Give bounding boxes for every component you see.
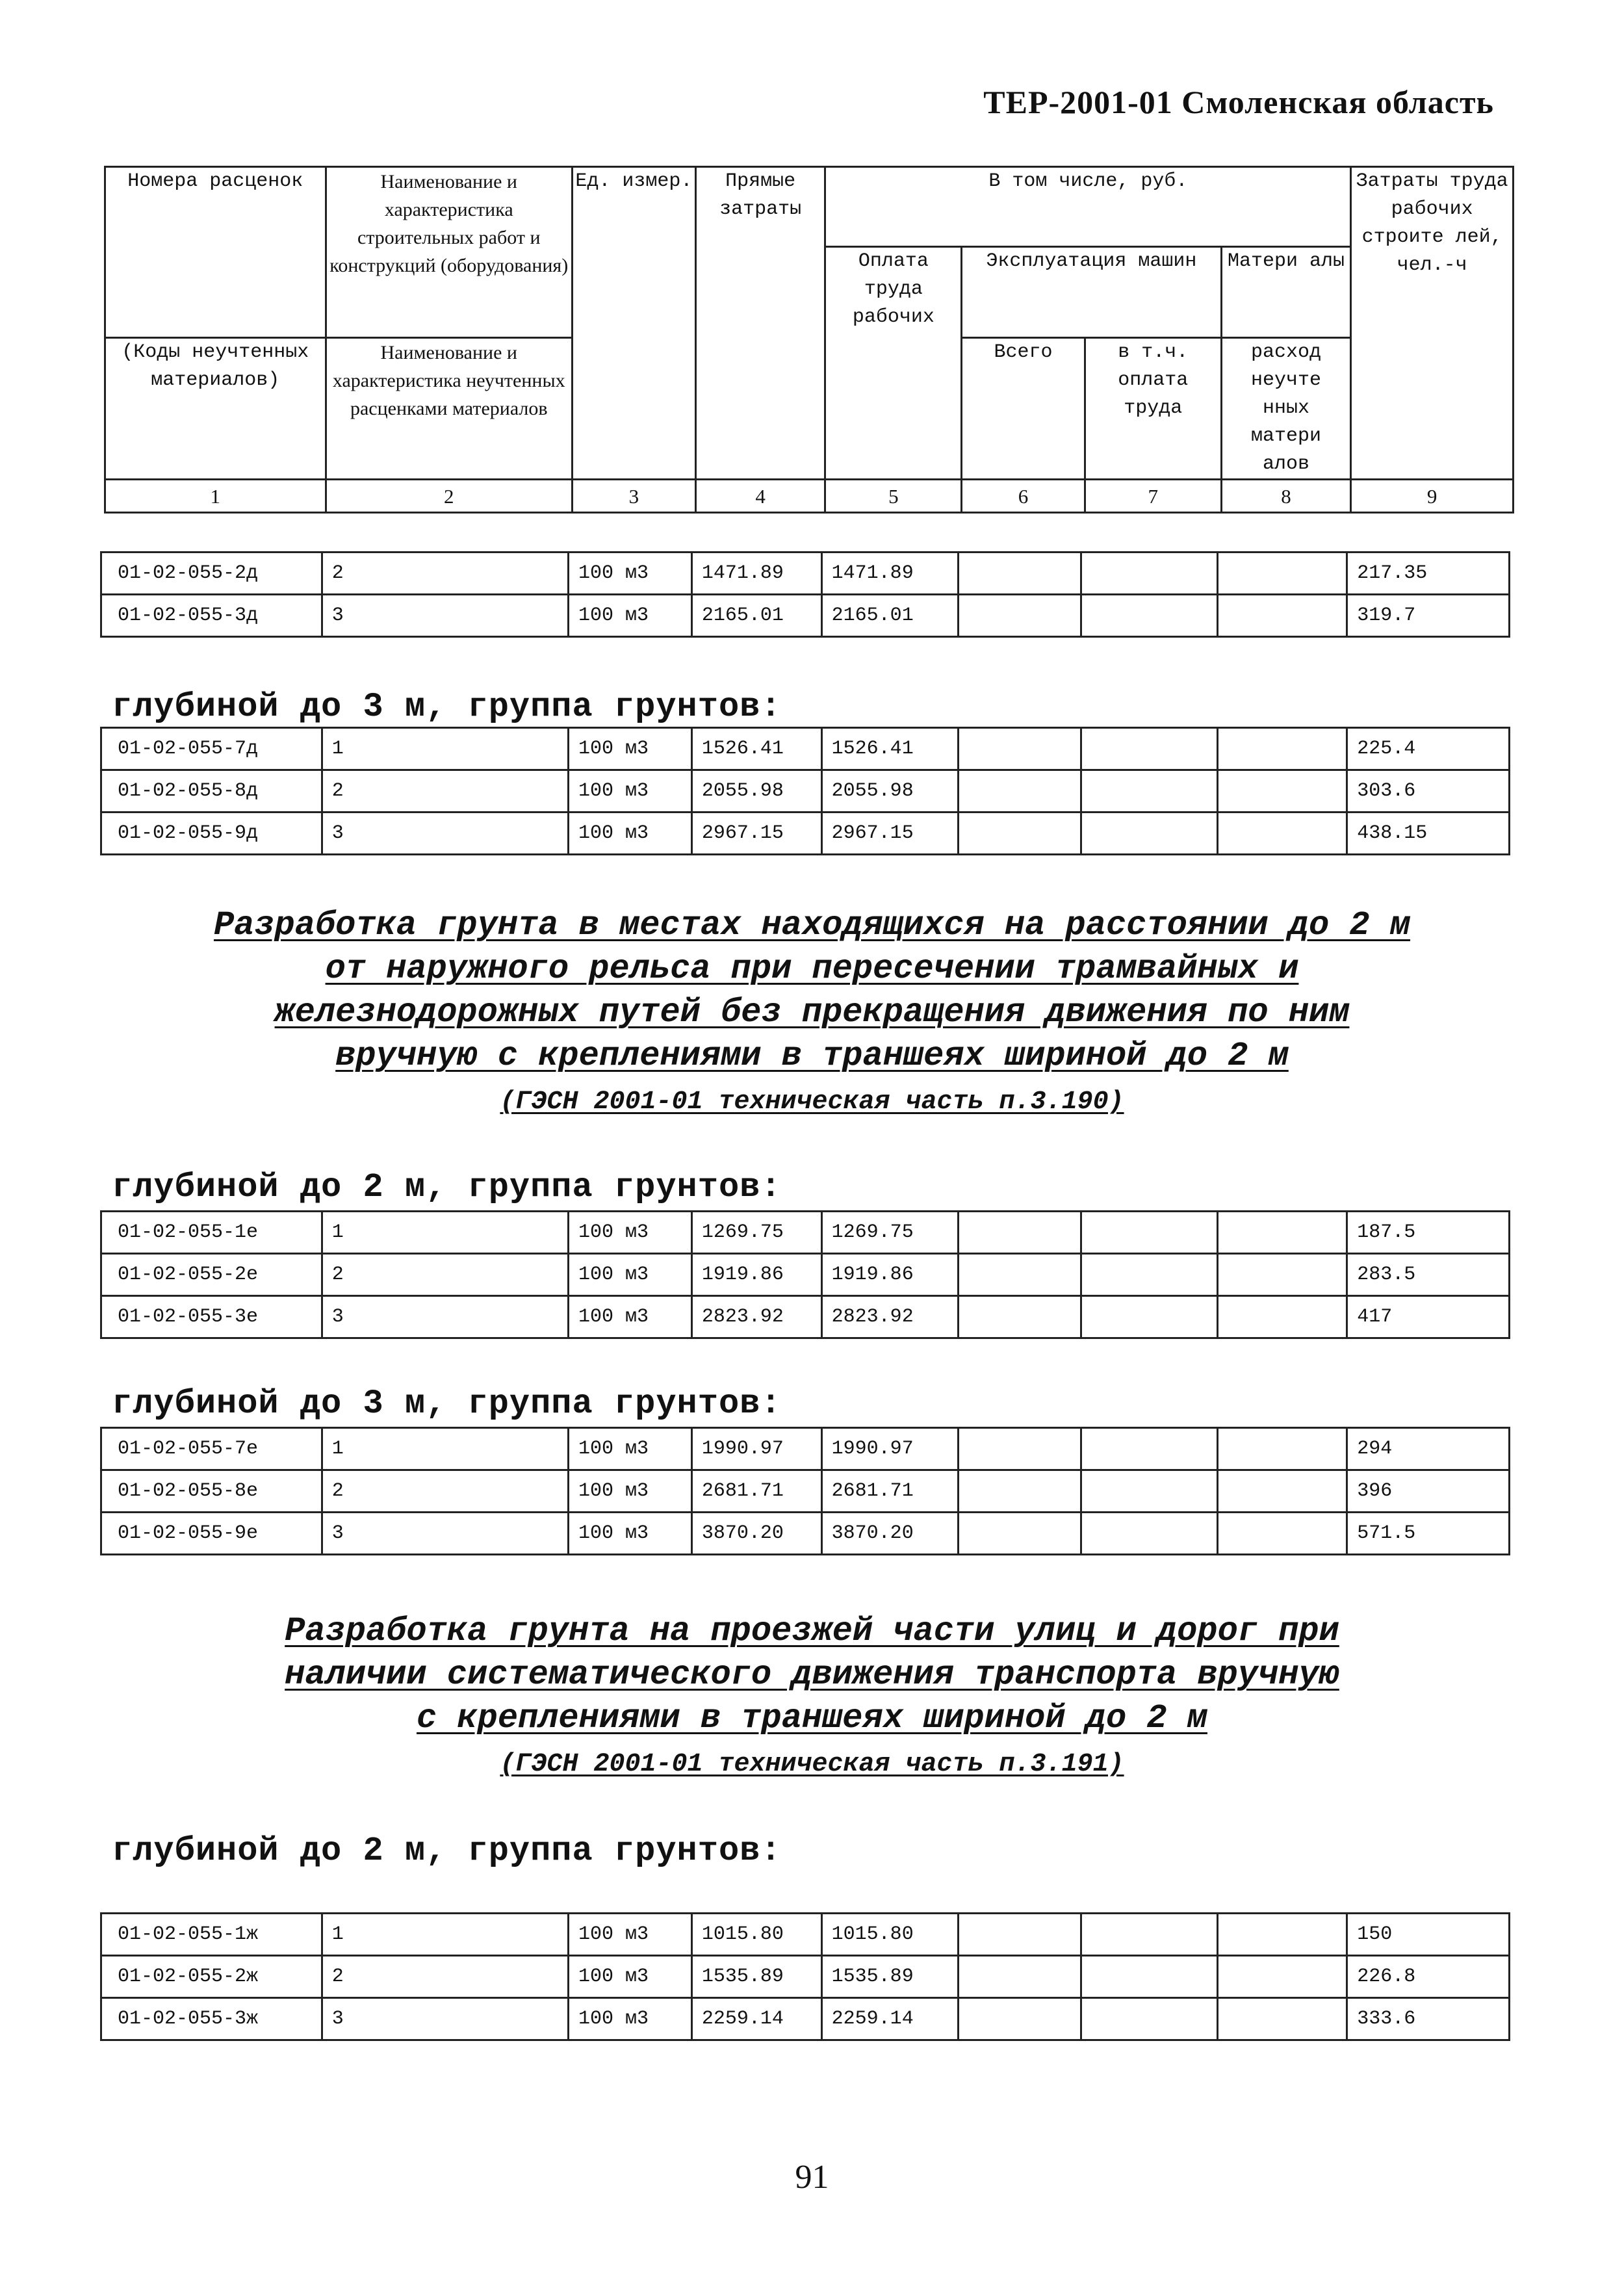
table-row (101, 728, 1510, 770)
labor-pay-cell: 2165.01 (821, 595, 958, 637)
labor-hours-cell: 294 (1347, 1428, 1510, 1470)
materials-cell (1217, 1254, 1347, 1296)
direct-costs-cell: 2165.01 (691, 595, 821, 637)
labor-hours-cell: 319.7 (1347, 595, 1510, 637)
work-name-cell: 2 (322, 1470, 568, 1513)
direct-costs-cell: 1269.75 (691, 1212, 821, 1254)
direct-costs-cell: 1471.89 (691, 552, 821, 595)
work-name-cell: 3 (322, 595, 568, 637)
machines-labor-cell (1081, 552, 1218, 595)
machines-labor-cell (1081, 1428, 1218, 1470)
rate-code-cell: 01-02-055-8д (101, 770, 322, 812)
work-name-cell: 2 (322, 770, 568, 812)
table-row (101, 1428, 1510, 1470)
section-reference: (ГЭСН 2001-01 техническая часть п.3.190) (500, 1087, 1124, 1117)
labor-hours-cell: 333.6 (1347, 1998, 1510, 2040)
header-unit: Ед. измер. (572, 167, 695, 480)
table-row (101, 595, 1510, 637)
machines-total-cell (958, 1254, 1081, 1296)
work-name-cell: 1 (322, 1914, 568, 1956)
machines-total-cell (958, 1914, 1081, 1956)
rate-code-cell: 01-02-055-1ж (101, 1914, 322, 1956)
work-name-cell: 1 (322, 1428, 568, 1470)
header-labor-hours: Затраты труда рабочих строите лей, чел.-ч (1351, 167, 1514, 480)
labor-hours-cell: 187.5 (1347, 1212, 1510, 1254)
labor-hours-cell: 417 (1347, 1296, 1510, 1338)
materials-cell (1217, 1513, 1347, 1555)
machines-labor-cell (1081, 1513, 1218, 1555)
col-number: 7 (1085, 480, 1221, 513)
machines-labor-cell (1081, 1914, 1218, 1956)
labor-pay-cell: 1471.89 (821, 552, 958, 595)
col-number: 6 (962, 480, 1085, 513)
header-materials: Матери алы (1221, 247, 1351, 338)
labor-pay-cell: 2055.98 (821, 770, 958, 812)
labor-hours-cell: 226.8 (1347, 1956, 1510, 1998)
labor-hours-cell: 150 (1347, 1914, 1510, 1956)
unit-cell: 100 м3 (568, 1513, 691, 1555)
machines-total-cell (958, 812, 1081, 855)
unit-cell: 100 м3 (568, 1212, 691, 1254)
unit-cell: 100 м3 (568, 1998, 691, 2040)
machines-labor-cell (1081, 1956, 1218, 1998)
unit-cell: 100 м3 (568, 728, 691, 770)
labor-pay-cell: 2967.15 (821, 812, 958, 855)
table-row (101, 1513, 1510, 1555)
materials-cell (1217, 1914, 1347, 1956)
table-row (101, 1998, 1510, 2040)
machines-labor-cell (1081, 812, 1218, 855)
machines-labor-cell (1081, 1254, 1218, 1296)
rate-code-cell: 01-02-055-3д (101, 595, 322, 637)
unit-cell: 100 м3 (568, 770, 691, 812)
table-row (101, 770, 1510, 812)
machines-total-cell (958, 1513, 1081, 1555)
column-header-table (104, 166, 1514, 514)
header-unaccounted-codes: (Коды неучтенных материалов) (105, 338, 326, 480)
rates-table (100, 727, 1510, 855)
unit-cell: 100 м3 (568, 1428, 691, 1470)
rate-code-cell: 01-02-055-7д (101, 728, 322, 770)
table-row (101, 812, 1510, 855)
section-title-line: наличии систематического движения транспорта вручную (285, 1656, 1339, 1694)
col-number: 8 (1221, 480, 1351, 513)
section-title-line: железнодорожных путей без прекращения движения по ним (274, 993, 1350, 1032)
header-work-name: Наименование и характеристика строительных работ и конструкций (оборудования) (326, 167, 572, 338)
machines-labor-cell (1081, 1998, 1218, 2040)
work-name-cell: 1 (322, 1212, 568, 1254)
col-number: 3 (572, 480, 695, 513)
direct-costs-cell: 2967.15 (691, 812, 821, 855)
table-row (101, 1212, 1510, 1254)
labor-pay-cell: 2259.14 (821, 1998, 958, 2040)
header-machines-total: Всего (962, 338, 1085, 480)
machines-labor-cell (1081, 1212, 1218, 1254)
table-row (101, 1254, 1510, 1296)
machines-total-cell (958, 1212, 1081, 1254)
direct-costs-cell: 2259.14 (691, 1998, 821, 2040)
section-title-line: Разработка грунта в местах находящихся на расстоянии до 2 м (213, 906, 1411, 944)
materials-cell (1217, 770, 1347, 812)
header-including: В том числе, руб. (825, 167, 1351, 247)
machines-total-cell (958, 1998, 1081, 2040)
rate-code-cell: 01-02-055-2е (101, 1254, 322, 1296)
direct-costs-cell: 1919.86 (691, 1254, 821, 1296)
materials-cell (1217, 552, 1347, 595)
rate-code-cell: 01-02-055-1е (101, 1212, 322, 1254)
unit-cell: 100 м3 (568, 1296, 691, 1338)
unit-cell: 100 м3 (568, 1914, 691, 1956)
labor-pay-cell: 3870.20 (821, 1513, 958, 1555)
unit-cell: 100 м3 (568, 1470, 691, 1513)
labor-hours-cell: 225.4 (1347, 728, 1510, 770)
group-heading: глубиной до 2 м, группа грунтов: (112, 1832, 782, 1870)
rates-table (100, 1210, 1510, 1339)
rate-code-cell: 01-02-055-3е (101, 1296, 322, 1338)
header-unaccounted-name: Наименование и характеристика неучтенных расценками материалов (326, 338, 572, 480)
labor-pay-cell: 1015.80 (821, 1914, 958, 1956)
direct-costs-cell: 1015.80 (691, 1914, 821, 1956)
direct-costs-cell: 1535.89 (691, 1956, 821, 1998)
materials-cell (1217, 1998, 1347, 2040)
header-labor-pay: Оплата труда рабочих (825, 247, 962, 480)
work-name-cell: 2 (322, 1254, 568, 1296)
machines-labor-cell (1081, 1470, 1218, 1513)
machines-total-cell (958, 1428, 1081, 1470)
labor-hours-cell: 438.15 (1347, 812, 1510, 855)
materials-cell (1217, 1428, 1347, 1470)
rate-code-cell: 01-02-055-8е (101, 1470, 322, 1513)
section-title-1 (0, 904, 1624, 1121)
col-number: 1 (105, 480, 326, 513)
col-number: 9 (1351, 480, 1514, 513)
rate-code-cell: 01-02-055-3ж (101, 1998, 322, 2040)
section-reference: (ГЭСН 2001-01 техническая часть п.3.191) (500, 1750, 1124, 1779)
rates-table (100, 1912, 1510, 2041)
work-name-cell: 1 (322, 728, 568, 770)
direct-costs-cell: 2055.98 (691, 770, 821, 812)
direct-costs-cell: 2823.92 (691, 1296, 821, 1338)
machines-total-cell (958, 1296, 1081, 1338)
labor-pay-cell: 1269.75 (821, 1212, 958, 1254)
header-direct-costs: Прямые затраты (695, 167, 825, 480)
machines-total-cell (958, 552, 1081, 595)
labor-hours-cell: 396 (1347, 1470, 1510, 1513)
machines-total-cell (958, 595, 1081, 637)
work-name-cell: 3 (322, 1296, 568, 1338)
labor-hours-cell: 303.6 (1347, 770, 1510, 812)
labor-pay-cell: 1990.97 (821, 1428, 958, 1470)
unit-cell: 100 м3 (568, 812, 691, 855)
section-title-line: с креплениями в траншеях шириной до 2 м (417, 1699, 1207, 1737)
machines-total-cell (958, 770, 1081, 812)
group-heading: глубиной до 3 м, группа грунтов: (112, 688, 782, 726)
table-row (101, 1296, 1510, 1338)
work-name-cell: 2 (322, 552, 568, 595)
col-number: 4 (695, 480, 825, 513)
materials-cell (1217, 1956, 1347, 1998)
header-codes: Номера расценок (105, 167, 326, 338)
materials-cell (1217, 728, 1347, 770)
labor-hours-cell: 283.5 (1347, 1254, 1510, 1296)
materials-cell (1217, 595, 1347, 637)
header-machines-labor: в т.ч. оплата труда (1085, 338, 1221, 480)
labor-pay-cell: 1919.86 (821, 1254, 958, 1296)
col-number: 5 (825, 480, 962, 513)
table-row (101, 1914, 1510, 1956)
rates-table (100, 551, 1510, 638)
machines-total-cell (958, 1470, 1081, 1513)
col-number: 2 (326, 480, 572, 513)
machines-labor-cell (1081, 595, 1218, 637)
unit-cell: 100 м3 (568, 595, 691, 637)
materials-cell (1217, 1212, 1347, 1254)
section-title-line: Разработка грунта на проезжей части улиц и дорог при (285, 1612, 1339, 1650)
direct-costs-cell: 3870.20 (691, 1513, 821, 1555)
unit-cell: 100 м3 (568, 1956, 691, 1998)
header-materials-consumption: расход неучте нных матери алов (1221, 338, 1351, 480)
labor-hours-cell: 571.5 (1347, 1513, 1510, 1555)
labor-pay-cell: 2823.92 (821, 1296, 958, 1338)
rates-table (100, 1427, 1510, 1555)
direct-costs-cell: 2681.71 (691, 1470, 821, 1513)
machines-labor-cell (1081, 728, 1218, 770)
work-name-cell: 2 (322, 1956, 568, 1998)
rate-code-cell: 01-02-055-9д (101, 812, 322, 855)
table-row (101, 1470, 1510, 1513)
labor-pay-cell: 1526.41 (821, 728, 958, 770)
rate-code-cell: 01-02-055-9е (101, 1513, 322, 1555)
unit-cell: 100 м3 (568, 552, 691, 595)
unit-cell: 100 м3 (568, 1254, 691, 1296)
section-title-line: от наружного рельса при пересечении трамвайных и (325, 950, 1299, 988)
section-title-2 (0, 1609, 1624, 1784)
work-name-cell: 3 (322, 812, 568, 855)
direct-costs-cell: 1990.97 (691, 1428, 821, 1470)
materials-cell (1217, 1296, 1347, 1338)
table-row (101, 1956, 1510, 1998)
labor-hours-cell: 217.35 (1347, 552, 1510, 595)
machines-labor-cell (1081, 770, 1218, 812)
materials-cell (1217, 1470, 1347, 1513)
group-heading: глубиной до 2 м, группа грунтов: (112, 1168, 782, 1206)
labor-pay-cell: 2681.71 (821, 1470, 958, 1513)
document-header: ТЕР-2001-01 Смоленская область (983, 84, 1494, 120)
labor-pay-cell: 1535.89 (821, 1956, 958, 1998)
header-machines: Эксплуатация машин (962, 247, 1221, 338)
machines-labor-cell (1081, 1296, 1218, 1338)
rate-code-cell: 01-02-055-7е (101, 1428, 322, 1470)
page-number: 91 (795, 2159, 829, 2196)
direct-costs-cell: 1526.41 (691, 728, 821, 770)
table-row (101, 552, 1510, 595)
materials-cell (1217, 812, 1347, 855)
work-name-cell: 3 (322, 1998, 568, 2040)
group-heading: глубиной до 3 м, группа грунтов: (112, 1384, 782, 1423)
section-title-line: вручную с креплениями в траншеях шириной до 2 м (335, 1037, 1289, 1075)
machines-total-cell (958, 1956, 1081, 1998)
rate-code-cell: 01-02-055-2д (101, 552, 322, 595)
work-name-cell: 3 (322, 1513, 568, 1555)
rate-code-cell: 01-02-055-2ж (101, 1956, 322, 1998)
machines-total-cell (958, 728, 1081, 770)
